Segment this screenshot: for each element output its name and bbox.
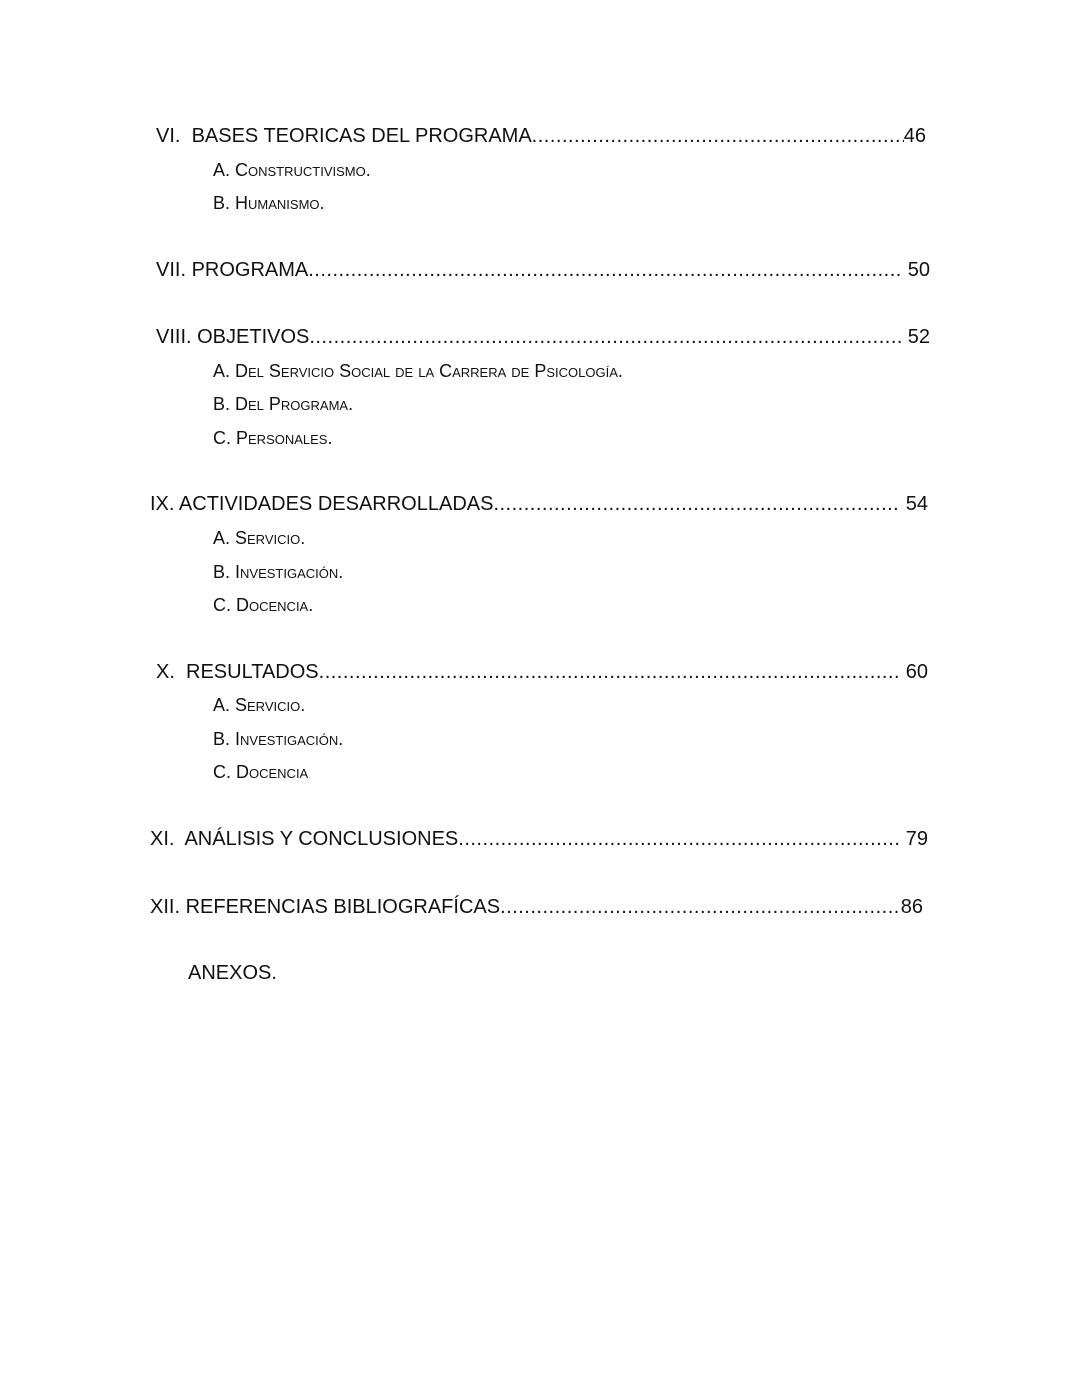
toc-subentry: A. Del Servicio Social de la Carrera de Psicología. xyxy=(213,361,623,381)
toc-subentry: B. Investigación. xyxy=(213,562,344,582)
dot-leader xyxy=(319,660,901,684)
toc-entry-label: VIII. OBJETIVOS xyxy=(156,326,310,348)
toc-entry-page: 60 xyxy=(900,661,928,683)
toc-subentry: B. Humanismo. xyxy=(213,193,325,213)
toc-subentry: A. Constructivismo. xyxy=(213,160,371,180)
toc-entry-page: 50 xyxy=(902,259,930,281)
toc-subentry: A. Servicio. xyxy=(213,528,306,548)
toc-entry-ix xyxy=(150,492,928,516)
toc-entry-page: 86 xyxy=(900,896,923,918)
toc-subentry: C. Personales. xyxy=(213,428,333,448)
toc-entry-label: VI. BASES TEORICAS DEL PROGRAMA xyxy=(156,125,532,147)
dot-leader xyxy=(308,258,902,282)
toc-entry-page: 52 xyxy=(902,326,930,348)
toc-subentry: A. Servicio. xyxy=(213,695,306,715)
dot-leader xyxy=(532,124,904,148)
toc-subentry: B. Investigación. xyxy=(213,729,344,749)
toc-entry-label: IX. ACTIVIDADES DESARROLLADAS xyxy=(150,493,494,515)
toc-subentry: C. Docencia. xyxy=(213,595,314,615)
dot-leader xyxy=(500,895,901,919)
toc-entry-page: 79 xyxy=(900,828,928,850)
toc-entry-label: VII. PROGRAMA xyxy=(156,259,309,281)
toc-entry-viii xyxy=(156,325,930,349)
toc-subentry: B. Del Programa. xyxy=(213,394,354,414)
toc-entry-label: XI. ANÁLISIS Y CONCLUSIONES xyxy=(150,828,459,850)
toc-entry-label: XII. REFERENCIAS BIBLIOGRAFÍCAS xyxy=(150,896,501,918)
toc-entry-vii xyxy=(156,258,930,282)
toc-entry-x xyxy=(156,660,928,684)
toc-entry-label: X. RESULTADOS xyxy=(156,661,319,683)
toc-entry-xi xyxy=(150,827,928,851)
toc-entry-page: 54 xyxy=(900,493,928,515)
dot-leader xyxy=(458,827,900,851)
toc-entry-xii xyxy=(150,895,923,919)
toc-entry-page: 46 xyxy=(903,125,926,147)
dot-leader xyxy=(493,492,900,516)
toc-entry-vi xyxy=(156,124,926,148)
toc-subentry: C. Docencia xyxy=(213,762,309,782)
dot-leader xyxy=(309,325,902,349)
toc-entry-anexos: ANEXOS. xyxy=(188,962,277,984)
